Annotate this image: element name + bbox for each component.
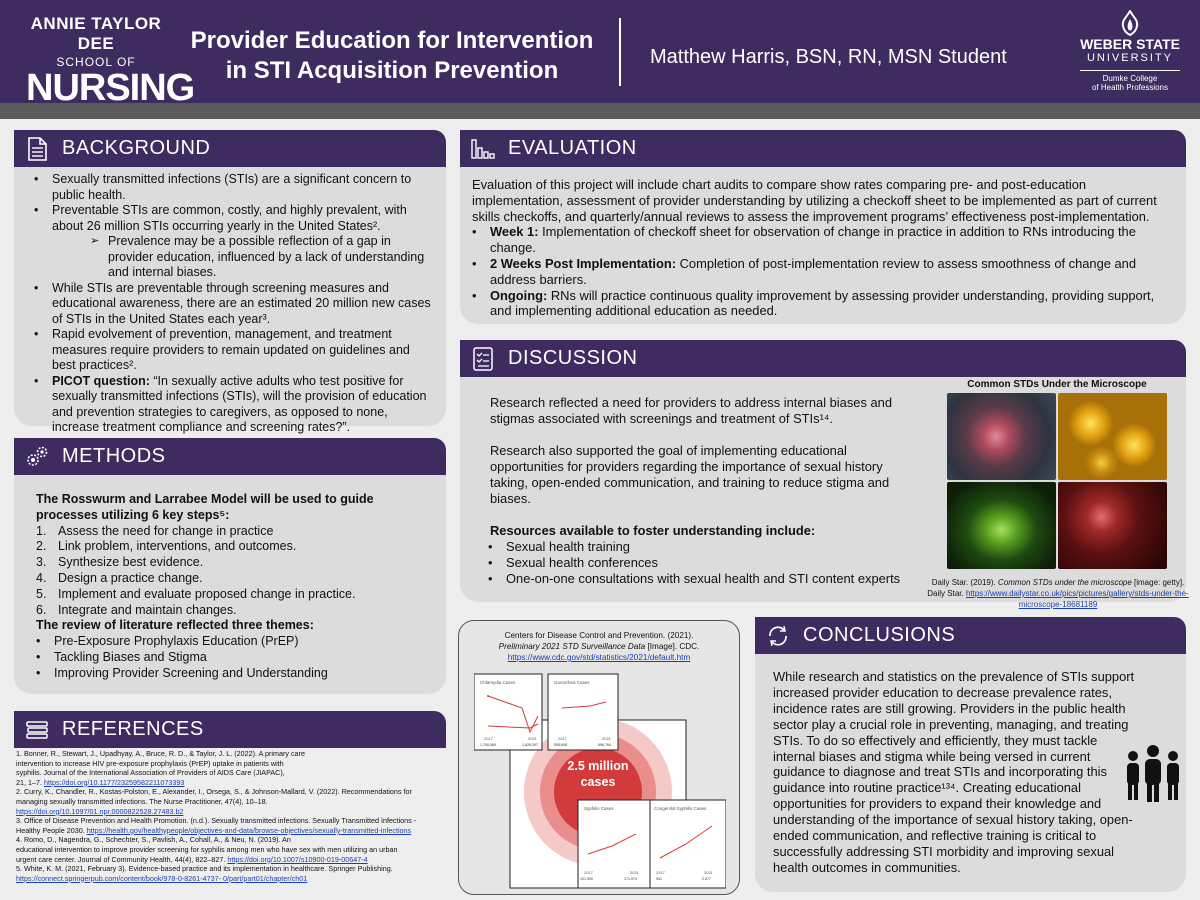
svg-text:1,628,397: 1,628,397 <box>522 743 538 747</box>
svg-text:2017: 2017 <box>558 736 567 741</box>
list-item: • While STIs are preventable through screening measures and educational awareness, there are an estimated 20 million new cases of STIs in the United States each year³. <box>30 281 435 328</box>
reference-line <box>16 807 446 817</box>
document-icon <box>24 136 50 162</box>
discussion-section-header <box>460 340 1186 377</box>
list-item: 2. Link problem, interventions, and outcomes. <box>36 539 297 554</box>
background-heading: BACKGROUND <box>62 137 211 159</box>
svg-text:2017: 2017 <box>656 870 665 875</box>
header-vertical-divider <box>619 18 621 86</box>
gonorrhea-card <box>548 674 618 750</box>
syphilis-card <box>578 800 650 888</box>
discussion-text <box>490 395 915 587</box>
reference-line: Healthy People 2030. https://health.gov/healthypeople/objectives-and-data/browse-objectives/sexually-transmitted-infections <box>16 825 412 835</box>
conclusions-text: While research and statistics on the prevalence of STIs support increased provider education to decrease prevalence rates, incidence rates are still growing. Providers in the public health sector play a crucial role in preventing, managing, and treating STIs. To do so effectively and efficiently, they must tackle internal biases and stigma while being versed in current guidance to diagnose and treat STIs and incorporating this guidance into routine practice¹³⁴. Creating educational opportunities for providers to expand their knowledge and understanding of the importance of sexual history taking, open-ended communication, and reflective training is critical to successfully addressing STI morbidity and improving sexual health outcomes in communities. <box>773 669 1135 875</box>
evaluation-intro: Evaluation of this project will include chart audits to compare show rates comparing pre- and post-education implementation, assessment of provider understanding by utilizing a checkoff sheet to be implemented as part of current skills checkoffs, and quarterly/annual reviews to assess the improvement programs’ effectiveness post-implementation. <box>472 177 1157 224</box>
people-group-icon <box>1122 742 1184 804</box>
reference-line: 3. Office of Disease Prevention and Health Promotion. (n.d.). Sexually transmitted infections. Sexually Transmitted Infections - <box>16 816 417 826</box>
reference-line: managing sexually transmitted infections. The Nurse Practitioner, 47(4), 10–18. <box>16 796 268 806</box>
list-item: • Pre-Exposure Prophylaxis Education (PrEP) <box>32 634 436 650</box>
svg-text:2017: 2017 <box>484 736 493 741</box>
list-item: 6. Integrate and maintain changes. <box>36 602 237 617</box>
cdc-citation: Centers for Disease Control and Prevention. (2021). Preliminary 2021 STD Surveillance Data [Image]. CDC. https://www.cdc.gov/std/statistics/2021/default.htm <box>498 631 700 662</box>
title-line1: Provider Education for Intervention <box>190 27 594 54</box>
svg-text:2021: 2021 <box>630 870 639 875</box>
svg-text:Gonorrhea Cases: Gonorrhea Cases <box>554 680 590 685</box>
cdc-link[interactable]: https://www.cdc.gov/std/statistics/2021/default.htm <box>507 653 691 662</box>
methods-heading: METHODS <box>62 445 166 467</box>
reference-link[interactable]: https://doi.org/10.1007/s10900-019-00647-4 <box>227 854 368 864</box>
weber-state-logo <box>1080 8 1180 92</box>
university-name-line2: UNIVERSITY <box>1086 52 1173 64</box>
microscope-image-link[interactable]: https://www.dailystar.co.uk/pics/pictures/gallery/stds-under-the-microscope-18681189 <box>965 589 1189 609</box>
discussion-paragraph-2: Research also supported the goal of implementing educational opportunities for providers regarding the importance of sexual history taking, open-ended communication, and training to reduce stigma and biases. <box>490 443 890 506</box>
list-item: 4. Design a practice change. <box>36 570 203 585</box>
list-item <box>30 374 435 436</box>
svg-text:555,608: 555,608 <box>554 743 567 747</box>
background-section-header <box>14 130 446 167</box>
reference-link[interactable]: https://connect.springerpub.com/content/book/978-0-8261-4737- 0/part/part01/chapter/ch01 <box>16 873 308 883</box>
svg-text:2021: 2021 <box>602 736 611 741</box>
author-name: Matthew Harris, BSN, RN, MSN Student <box>650 46 1007 68</box>
svg-text:Syphilis Cases: Syphilis Cases <box>584 806 614 811</box>
picot-text: “In sexually active adults who test positive for sexually transmitted infections (STIs), will the provision of education and prevention strategies to caregivers, as opposed to none, increase treatment compliance and screening rates?”. <box>52 373 427 434</box>
list-item: • Sexual health conferences <box>484 555 915 571</box>
flame-icon <box>1118 10 1142 36</box>
evaluation-section-header <box>460 130 1186 167</box>
reference-line: 21, 1–7. https://doi.org/10.1177/23259582211073393 <box>16 777 185 787</box>
list-item: • Tackling Biases and Stigma <box>32 650 436 666</box>
list-item: • Rapid evolvement of prevention, management, and treatment measures require providers to remain updated on guidelines and best practices². <box>30 327 435 374</box>
list-item: • Week 1: Implementation of checkoff sheet for observation of change in practice in addition to RNs introducing the change. <box>468 224 1177 256</box>
big-number: 2.5 million <box>567 759 629 773</box>
list-item: • Improving Provider Screening and Understanding <box>32 666 436 682</box>
evaluation-heading: EVALUATION <box>508 137 637 159</box>
conclusions-section-header <box>755 617 1186 654</box>
big-unit: cases <box>580 775 616 789</box>
reference-line: educational intervention to improve provider screening for syphilis among men who have sex with men utilizing an urban <box>16 844 398 854</box>
congenital-syphilis-card <box>650 800 726 888</box>
list-item: • Sexually transmitted infections (STIs) are a significant concern to public health. <box>30 172 435 203</box>
reference-line: syphilis. Journal of the International Association of Providers of AIDS Care (JIAPAC), <box>16 768 285 778</box>
reference-line: urgent care center. Journal of Community Health, 44(4), 822–827. https://doi.org/10.1007/s10900-019-00647-4 <box>16 854 368 864</box>
microscope-image-syphilis <box>947 482 1056 569</box>
svg-text:2021: 2021 <box>528 736 537 741</box>
microscope-image-gonorrhea <box>1058 393 1167 480</box>
discussion-paragraph-1: Research reflected a need for providers to address internal biases and stigmas associated with screenings and treatment of STIs¹⁴. <box>490 395 892 426</box>
microscope-image-chlamydia <box>1058 482 1167 569</box>
reference-link[interactable]: https://health.gov/healthypeople/objectives-and-data/browse-objectives/sexually-transmitted-infections <box>86 825 412 835</box>
reference-line: 2. Curry, K., Chandler, R., Kostas-Polston, E., Alexander, I., Orsega, S., & Johnson-Mallard, V. (2022). Recommendations for <box>16 787 412 797</box>
list-item: • 2 Weeks Post Implementation: Completion of post-implementation review to assess smoothness of change and address barriers. <box>468 256 1177 288</box>
methods-intro: The Rosswurm and Larrabee Model will be used to guide processes utilizing 6 key steps⁵: <box>36 492 374 522</box>
school-name-line3: NURSING <box>26 67 195 109</box>
microscope-image-title: Common STDs Under the Microscope <box>967 379 1147 390</box>
books-icon <box>24 717 50 743</box>
svg-text:2017: 2017 <box>584 870 593 875</box>
svg-text:2,677: 2,677 <box>702 877 711 881</box>
college-name-line2: of Health Professions <box>1091 83 1169 92</box>
list-item: 1. Assess the need for change in practice <box>36 523 274 538</box>
list-item: ➢ Prevalence may be a possible reflection of a gap in provider education, influenced by a lack of understanding and internal biases. <box>90 234 435 281</box>
cdc-surveillance-infographic <box>474 668 726 890</box>
evaluation-text <box>472 177 1177 319</box>
bar-chart-icon <box>470 136 496 162</box>
methods-section-header <box>14 438 446 475</box>
checklist-icon <box>470 346 496 372</box>
microscope-image-grid <box>947 393 1167 569</box>
reference-line: 4. Romo, D., Nagendra, G., Schechter, S., Pavlish, A., Cohall, A., & Neu, N. (2019). An <box>16 835 291 845</box>
background-text <box>30 172 435 436</box>
reference-line: intervention to increase HIV pre-exposure prophylaxis (PrEP) uptake in patients with <box>16 758 284 768</box>
discussion-heading: DISCUSSION <box>508 347 638 369</box>
gears-icon <box>24 444 50 470</box>
references-list <box>16 749 446 883</box>
list-item: • Ongoing: RNs will practice continuous quality improvement by assessing provider understanding, providing support, and implementing additional education as needed. <box>468 288 1177 320</box>
microscope-image-herpes <box>947 393 1056 480</box>
poster-title <box>172 26 612 86</box>
school-of-nursing-logo <box>26 14 195 109</box>
reference-line: 1. Bonner, R., Stewart, J., Upadhyay, A., Bruce, R. D., & Taylor, J. L. (2022). A primary care <box>16 749 305 758</box>
references-heading: REFERENCES <box>62 718 204 740</box>
svg-text:101,590: 101,590 <box>580 877 593 881</box>
microscope-image-citation: Daily Star. (2019). Common STDs under the microscope [image: getty]. Daily Star. https://www.dailystar.co.uk/pics/pictures/gallery/stds-under-the-microscope-18681189 <box>927 578 1189 609</box>
college-name-line1: Dumke College <box>1102 74 1158 83</box>
reference-link[interactable]: https://doi.org/10.1097/01.npr.0000822528.27483.b2 <box>16 806 184 816</box>
picot-label: PICOT question: <box>52 373 150 388</box>
methods-text <box>36 492 436 682</box>
reference-line: 5. White, K. M. (2021, February 3). Evidence-based practice and its implementation in healthcare. Springer Publishing. <box>16 864 393 874</box>
svg-text:Chlamydia Cases: Chlamydia Cases <box>480 680 516 685</box>
svg-text:1,708,569: 1,708,569 <box>480 743 496 747</box>
college-name <box>1080 70 1180 92</box>
title-line2: in STI Acquisition Prevention <box>225 57 559 84</box>
chlamydia-card <box>474 674 542 750</box>
svg-text:2021: 2021 <box>704 870 713 875</box>
svg-text:941: 941 <box>656 877 662 881</box>
school-name-line2: SCHOOL OF <box>56 55 136 69</box>
reference-link[interactable]: https://doi.org/10.1177/23259582211073393 <box>43 777 185 787</box>
list-item: • Preventable STIs are common, costly, and highly prevalent, with about 26 million STIs occurring yearly in the United States². <box>30 203 435 234</box>
cycle-arrows-icon <box>765 623 791 649</box>
themes-intro: The review of literature reflected three themes: <box>36 618 314 633</box>
university-name-line1: WEBER STATE <box>1080 36 1180 52</box>
svg-text:696,764: 696,764 <box>598 743 611 747</box>
school-name-line1: ANNIE TAYLOR DEE <box>30 14 162 53</box>
reference-line <box>16 874 446 884</box>
svg-text:171,074: 171,074 <box>624 877 637 881</box>
svg-text:Congenital Syphilis Cases: Congenital Syphilis Cases <box>654 806 707 811</box>
list-item: 5. Implement and evaluate proposed change in practice. <box>36 586 356 601</box>
list-item: • Sexual health training <box>484 539 915 555</box>
resources-heading: Resources available to foster understanding include: <box>490 523 816 538</box>
list-item: 3. Synthesize best evidence. <box>36 555 204 570</box>
references-section-header <box>14 711 446 748</box>
list-item: • One-on-one consultations with sexual health and STI content experts <box>484 571 915 587</box>
conclusions-heading: CONCLUSIONS <box>803 624 956 646</box>
